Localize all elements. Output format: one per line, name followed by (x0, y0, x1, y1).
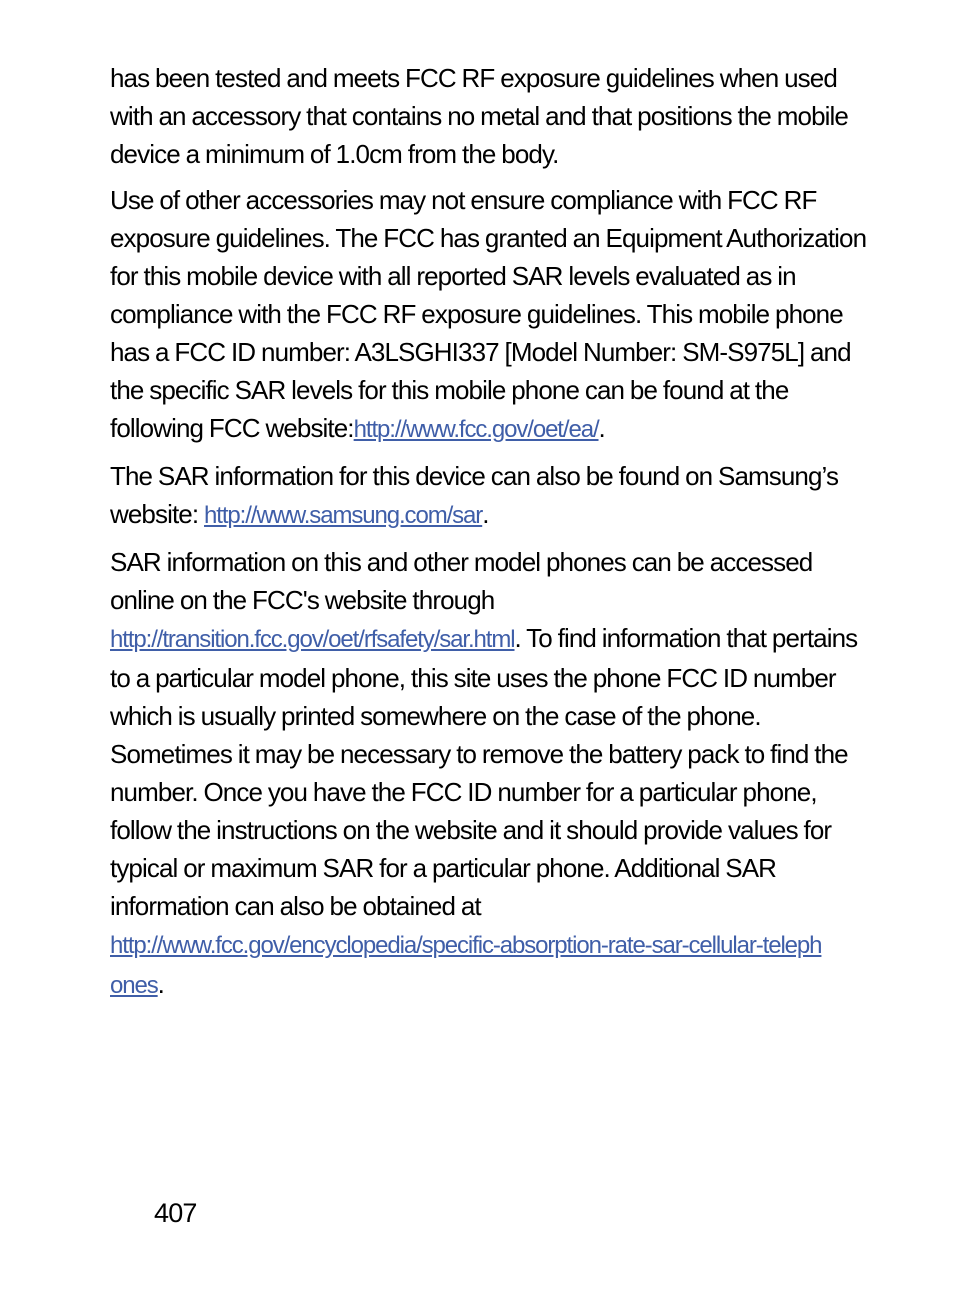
paragraph-fcc-website-sar (110, 543, 878, 1005)
paragraph-text-end: . (157, 969, 164, 999)
paragraph-text-middle: . To find information that pertains to a particular model phone, this site uses the phone FCC ID number which is usually printed somewhere on the case of the phone. Sometimes it may be necessary to remove the battery pack to find the number. Once you have the FCC ID number for a particular phone, follow the instructions on the website and it should provide values for typical or maximum SAR for a particular phone. Additional SAR information can also be obtained at (110, 623, 858, 921)
page-body (110, 59, 878, 1013)
fcc-oet-ea-link[interactable]: http://www.fcc.gov/oet/ea/ (353, 416, 599, 443)
paragraph-text-end: . (598, 413, 605, 443)
paragraph-text: SAR information on this and other model phones can be accessed online on the FCC's website through (110, 547, 813, 615)
samsung-sar-link[interactable]: http://www.samsung.com/sar (204, 502, 483, 529)
page-number: 407 (154, 1198, 197, 1228)
fcc-encyclopedia-sar-link[interactable]: http://www.fcc.gov/encyclopedia/specific-absorption-rate-sar-cellular-telephones (110, 932, 822, 999)
paragraph-text: The SAR information for this device can also be found on Samsung’s website: (110, 461, 839, 529)
paragraph-text-end: . (482, 499, 489, 529)
paragraph-fcc-authorization (110, 181, 878, 449)
paragraph-fcc-rf-tested (110, 59, 878, 173)
paragraph-text: Use of other accessories may not ensure compliance with FCC RF exposure guidelines. The FCC has granted an Equipment Authorization for this mobile device with all reported SAR levels evaluated as in compliance with the FCC RF exposure guidelines. This mobile phone has a FCC ID number: A3LSGHI337 [Model Number: SM-S975L] and the specific SAR levels for this mobile phone can be found at the following FCC website: (110, 185, 867, 443)
fcc-rfsafety-sar-link[interactable]: http://transition.fcc.gov/oet/rfsafety/sar.html (110, 626, 515, 653)
paragraph-text: has been tested and meets FCC RF exposure guidelines when used with an accessory that contains no metal and that positions the mobile device a minimum of 1.0cm from the body. (110, 63, 848, 169)
paragraph-samsung-sar (110, 457, 878, 535)
